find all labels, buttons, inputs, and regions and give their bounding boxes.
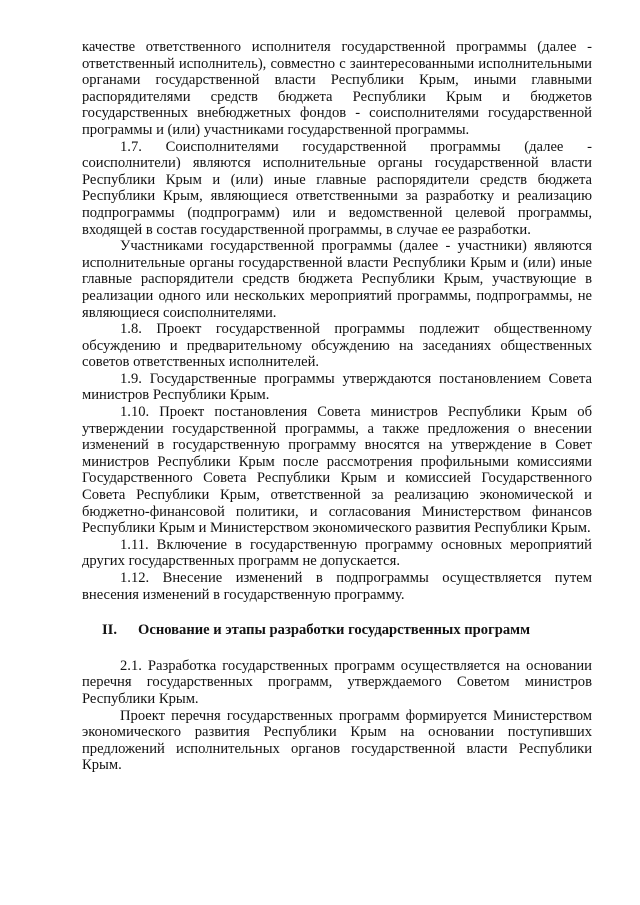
paragraph-2-1: 2.1. Разработка государственных программ осуществляется на основании перечня государственных программ, утверждаемого Советом министров Республики Крым. bbox=[82, 657, 592, 707]
document-page bbox=[82, 39, 592, 774]
paragraph-1-7: 1.7. Соисполнителями государственной программы (далее - соисполнители) являются исполнительные органы государственной власти Республики Крым и (или) иные главные распорядители средств бюджета Республики Крым, являющиеся ответственными за разработку и реализацию подпрограммы (подпрограмм) или и ведомственной целевой программы, входящей в состав государственной программы, в случае ее разработки. bbox=[82, 138, 592, 238]
section-heading bbox=[82, 622, 592, 639]
paragraph-project-list: Проект перечня государственных программ формируется Министерством экономического развития Республики Крым на основании поступивших предложений исполнительных органов государственной власти Республики Крым. bbox=[82, 707, 592, 774]
paragraph-1-8: 1.8. Проект государственной программы подлежит общественному обсуждению и предварительному обсуждению на заседаниях общественных советов ответственных исполнителей. bbox=[82, 321, 592, 371]
paragraph-continuation: качестве ответственного исполнителя государственной программы (далее - ответственный исполнитель), совместно с заинтересованными исполнительными органами государственной власти Республики Крым, иными главными распорядителями средств бюджета Республики Крым и бюджетов государственных внебюджетных фондов - соисполнителями государственной программы и (или) участниками государственной программы. bbox=[82, 39, 592, 138]
paragraph-1-10: 1.10. Проект постановления Совета министров Республики Крым об утверждении государственной программы, а также предложения о внесении изменений в государственную программу вносятся на утверждение в Совет министров Республики Крым после рассмотрения профильными комиссиями Государственного Совета Республики Крым и комиссией Государственного Совета Республики Крым, ответственной за реализацию экономической и бюджетно-финансовой политики, и согласования Министерством финансов Республики Крым и Министерством экономического развития Республики Крым. bbox=[82, 404, 592, 537]
section-number: II. bbox=[102, 622, 118, 639]
paragraph-1-11: 1.11. Включение в государственную программу основных мероприятий других государственных программ не допускается. bbox=[82, 536, 592, 570]
paragraph-1-9: 1.9. Государственные программы утверждаются постановлением Совета министров Республики Крым. bbox=[82, 370, 592, 404]
section-title: Основание и этапы разработки государственных программ bbox=[138, 622, 531, 639]
paragraph-participants: Участниками государственной программы (далее - участники) являются исполнительные органы государственной власти Республики Крым и (или) иные главные распорядители средств бюджета Республики Крым, участвующие в реализации одного или нескольких мероприятий программы, подпрограммы, не являющиеся соисполнителями. bbox=[82, 238, 592, 321]
paragraph-1-12: 1.12. Внесение изменений в подпрограммы осуществляется путем внесения изменений в государственную программу. bbox=[82, 570, 592, 603]
